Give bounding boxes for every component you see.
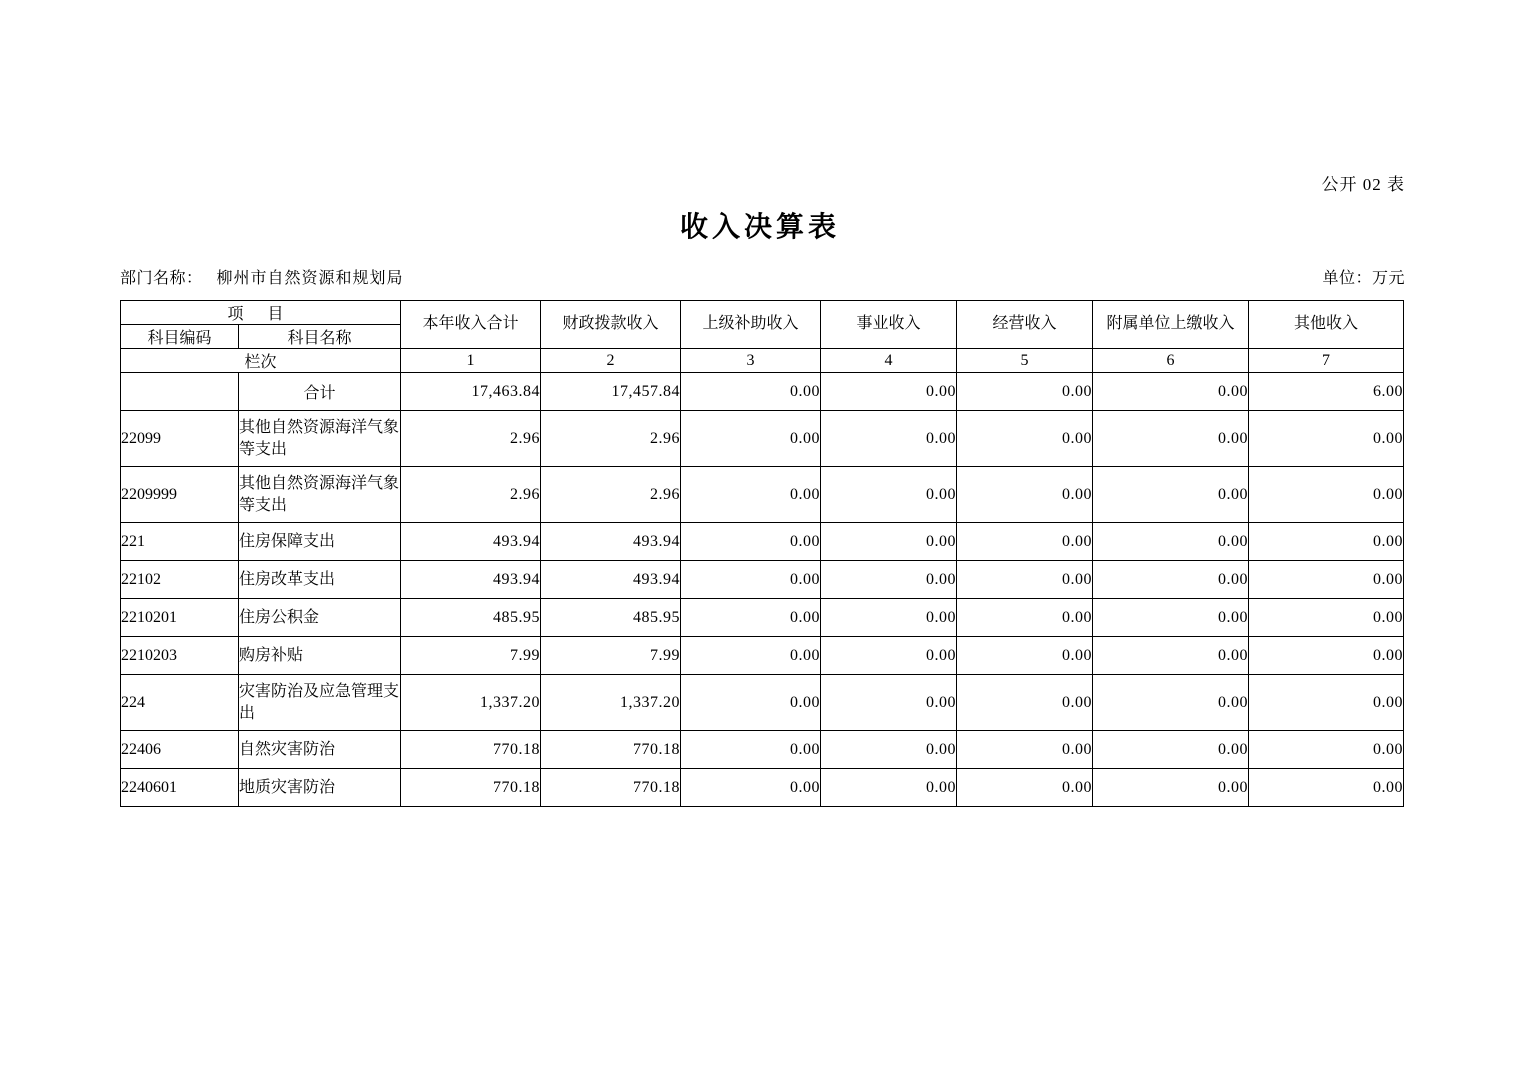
row-value-6: 0.00 [1093, 637, 1249, 675]
row-value-2: 7.99 [541, 637, 681, 675]
revenue-final-accounts-table [120, 300, 1404, 807]
department-field [120, 265, 404, 288]
table-row [121, 637, 1404, 675]
row-value-5: 0.00 [957, 731, 1093, 769]
row-value-7: 0.00 [1249, 523, 1404, 561]
row-value-2: 17,457.84 [541, 373, 681, 411]
table-row [121, 523, 1404, 561]
row-value-7: 0.00 [1249, 769, 1404, 807]
row-value-1: 2.96 [401, 411, 541, 467]
row-value-1: 770.18 [401, 731, 541, 769]
row-value-2: 493.94 [541, 523, 681, 561]
row-name: 合计 [239, 373, 401, 411]
row-value-4: 0.00 [821, 523, 957, 561]
row-value-3: 0.00 [681, 411, 821, 467]
row-value-7: 0.00 [1249, 731, 1404, 769]
row-value-3: 0.00 [681, 523, 821, 561]
row-value-3: 0.00 [681, 675, 821, 731]
row-code: 2210201 [121, 599, 239, 637]
table-row [121, 769, 1404, 807]
row-value-2: 770.18 [541, 769, 681, 807]
rank-label: 栏次 [121, 349, 401, 373]
header-col-business-income: 事业收入 [821, 301, 957, 349]
row-code: 22406 [121, 731, 239, 769]
row-value-1: 493.94 [401, 561, 541, 599]
row-name: 购房补贴 [239, 637, 401, 675]
row-value-7: 6.00 [1249, 373, 1404, 411]
row-name: 地质灾害防治 [239, 769, 401, 807]
row-value-5: 0.00 [957, 675, 1093, 731]
document-meta [120, 265, 1405, 288]
row-code: 22102 [121, 561, 239, 599]
header-col-operating-income: 经营收入 [957, 301, 1093, 349]
row-value-6: 0.00 [1093, 523, 1249, 561]
row-code: 22099 [121, 411, 239, 467]
row-value-4: 0.00 [821, 675, 957, 731]
header-subject-code: 科目编码 [121, 325, 239, 349]
row-name: 其他自然资源海洋气象等支出 [239, 467, 401, 523]
row-value-1: 493.94 [401, 523, 541, 561]
row-value-5: 0.00 [957, 411, 1093, 467]
row-value-5: 0.00 [957, 523, 1093, 561]
row-value-6: 0.00 [1093, 467, 1249, 523]
row-value-1: 7.99 [401, 637, 541, 675]
rank-5: 5 [957, 349, 1093, 373]
row-code: 2240601 [121, 769, 239, 807]
table-row [121, 731, 1404, 769]
row-value-3: 0.00 [681, 637, 821, 675]
table-header-row-1 [121, 301, 1404, 325]
rank-2: 2 [541, 349, 681, 373]
row-value-4: 0.00 [821, 467, 957, 523]
unit-label: 单位：万元 [1322, 270, 1405, 287]
rank-1: 1 [401, 349, 541, 373]
row-value-4: 0.00 [821, 411, 957, 467]
rank-3: 3 [681, 349, 821, 373]
row-value-3: 0.00 [681, 373, 821, 411]
row-name: 住房改革支出 [239, 561, 401, 599]
row-value-1: 17,463.84 [401, 373, 541, 411]
row-value-2: 493.94 [541, 561, 681, 599]
row-value-7: 0.00 [1249, 411, 1404, 467]
row-value-4: 0.00 [821, 769, 957, 807]
row-value-1: 2.96 [401, 467, 541, 523]
row-value-1: 485.95 [401, 599, 541, 637]
row-value-5: 0.00 [957, 599, 1093, 637]
row-value-3: 0.00 [681, 769, 821, 807]
row-code [121, 373, 239, 411]
row-value-5: 0.00 [957, 637, 1093, 675]
table-row [121, 373, 1404, 411]
table-row [121, 561, 1404, 599]
header-col-other-income: 其他收入 [1249, 301, 1404, 349]
row-code: 224 [121, 675, 239, 731]
table-rank-row [121, 349, 1404, 373]
header-col-fiscal-appropriation: 财政拨款收入 [541, 301, 681, 349]
rank-7: 7 [1249, 349, 1404, 373]
row-value-6: 0.00 [1093, 769, 1249, 807]
row-value-3: 0.00 [681, 599, 821, 637]
row-value-6: 0.00 [1093, 561, 1249, 599]
table-row [121, 411, 1404, 467]
row-code: 2210203 [121, 637, 239, 675]
row-value-2: 2.96 [541, 467, 681, 523]
header-col-superior-subsidy: 上级补助收入 [681, 301, 821, 349]
header-subject-name: 科目名称 [239, 325, 401, 349]
row-value-2: 770.18 [541, 731, 681, 769]
row-code: 221 [121, 523, 239, 561]
row-name: 住房公积金 [239, 599, 401, 637]
rank-6: 6 [1093, 349, 1249, 373]
table-row [121, 467, 1404, 523]
row-value-3: 0.00 [681, 467, 821, 523]
row-value-5: 0.00 [957, 561, 1093, 599]
department-name: 柳州市自然资源和规划局 [216, 270, 404, 287]
page-title: 收入决算表 [679, 212, 840, 243]
table-row [121, 675, 1404, 731]
row-value-6: 0.00 [1093, 675, 1249, 731]
row-value-5: 0.00 [957, 467, 1093, 523]
row-value-2: 2.96 [541, 411, 681, 467]
table-body [121, 373, 1404, 807]
row-value-6: 0.00 [1093, 731, 1249, 769]
row-name: 住房保障支出 [239, 523, 401, 561]
row-value-5: 0.00 [957, 769, 1093, 807]
row-value-4: 0.00 [821, 561, 957, 599]
row-value-5: 0.00 [957, 373, 1093, 411]
row-value-3: 0.00 [681, 731, 821, 769]
row-name: 灾害防治及应急管理支出 [239, 675, 401, 731]
row-value-4: 0.00 [821, 373, 957, 411]
row-value-7: 0.00 [1249, 467, 1404, 523]
header-item-group: 项 目 [121, 301, 401, 325]
row-value-7: 0.00 [1249, 561, 1404, 599]
header-col-total: 本年收入合计 [401, 301, 541, 349]
row-value-7: 0.00 [1249, 675, 1404, 731]
rank-4: 4 [821, 349, 957, 373]
row-value-6: 0.00 [1093, 599, 1249, 637]
row-name: 自然灾害防治 [239, 731, 401, 769]
row-code: 2209999 [121, 467, 239, 523]
row-value-6: 0.00 [1093, 411, 1249, 467]
row-value-2: 485.95 [541, 599, 681, 637]
row-value-1: 1,337.20 [401, 675, 541, 731]
table-row [121, 599, 1404, 637]
row-value-2: 1,337.20 [541, 675, 681, 731]
row-value-4: 0.00 [821, 599, 957, 637]
row-value-1: 770.18 [401, 769, 541, 807]
row-name: 其他自然资源海洋气象等支出 [239, 411, 401, 467]
row-value-7: 0.00 [1249, 599, 1404, 637]
department-label: 部门名称： [120, 270, 203, 287]
row-value-4: 0.00 [821, 637, 957, 675]
row-value-6: 0.00 [1093, 373, 1249, 411]
header-col-subsidiary-remittance: 附属单位上缴收入 [1093, 301, 1249, 349]
form-code-label: 公开 02 表 [1321, 175, 1405, 194]
row-value-4: 0.00 [821, 731, 957, 769]
row-value-7: 0.00 [1249, 637, 1404, 675]
row-value-3: 0.00 [681, 561, 821, 599]
